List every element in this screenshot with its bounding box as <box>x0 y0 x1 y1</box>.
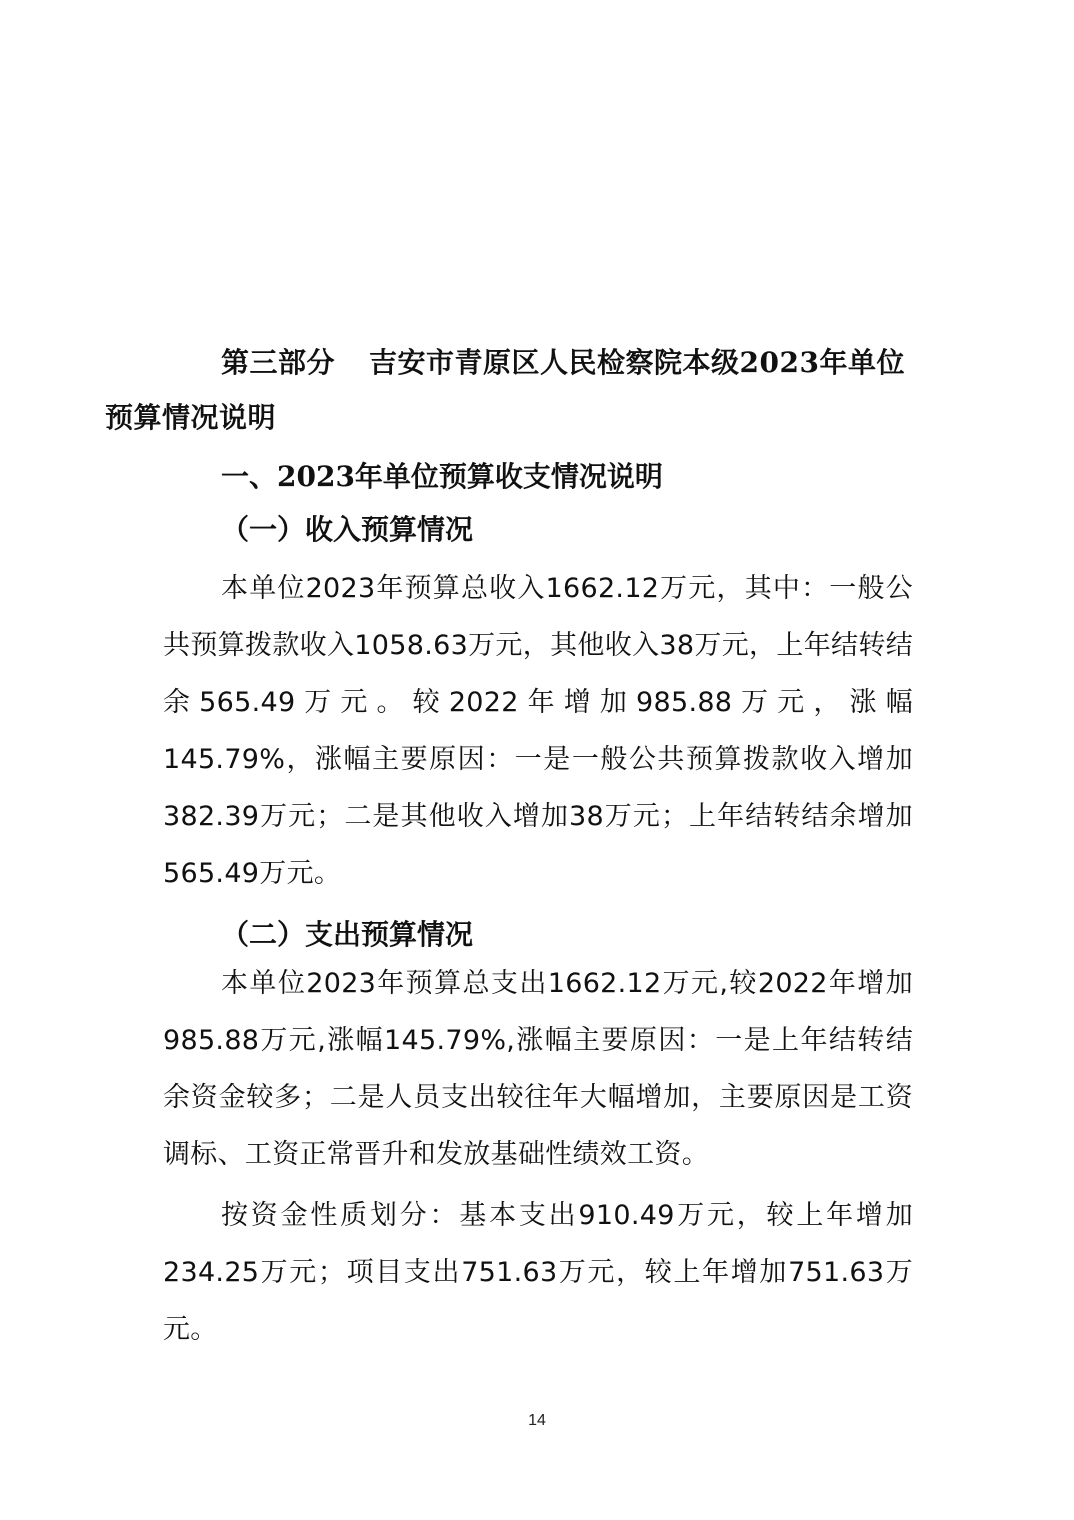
title-line2: 预算情况说明 <box>105 401 277 434</box>
expenditure-heading: （二）支出预算情况 <box>221 918 474 951</box>
page-number: 14 <box>528 1412 546 1429</box>
page-content <box>105 335 913 1358</box>
document-title <box>105 335 913 445</box>
expenditure-paragraph: 本单位2023年预算总支出1662.12万元,较2022年增加985.88万元,涨幅145.79%,涨幅主要原因：一是上年结转结余资金较多；二是人员支出较往年大幅增加，主要原因是工资调标、工资正常晋升和发放基础性绩效工资。 <box>163 968 913 1170</box>
fund-nature-paragraph: 按资金性质划分：基本支出910.49万元，较上年增加234.25万元；项目支出751.63万元，较上年增加751.63万元。 <box>163 1200 913 1345</box>
title-line1: 吉安市青原区人民检察院本级2023年单位 <box>369 346 905 379</box>
income-paragraph: 本单位2023年预算总收入1662.12万元，其中：一般公共预算拨款收入1058.63万元，其他收入38万元，上年结转结余565.49万元。较2022年增加985.88万元，涨幅145.79%，涨幅主要原因：一是一般公共预算拨款收入增加382.39万元；二是其他收入增加38万元；上年结转结余增加565.49万元。 <box>163 573 913 889</box>
title-part: 第三部分 <box>221 346 336 379</box>
income-heading: （一）收入预算情况 <box>221 513 474 546</box>
section-heading: 一、2023年单位预算收支情况说明 <box>221 460 663 493</box>
